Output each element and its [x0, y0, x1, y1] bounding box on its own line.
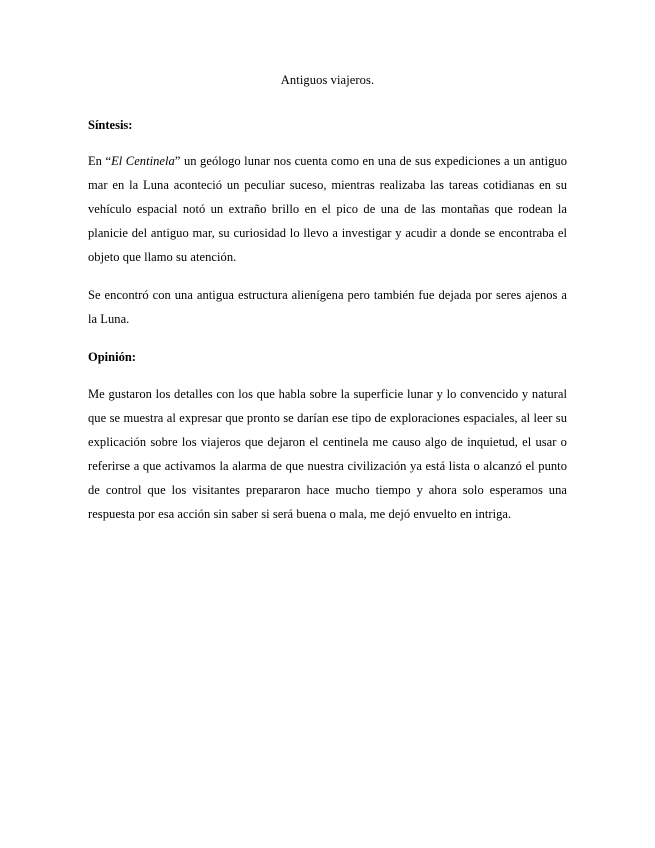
- section-heading-sintesis: Síntesis:: [88, 117, 133, 132]
- paragraph-sintesis-2: [88, 283, 567, 331]
- paragraph-opinion-1: [88, 382, 567, 526]
- book-title-italic: El Centinela: [111, 154, 175, 169]
- paragraph-text-run: ” un geólogo lunar nos cuenta como en una de sus expediciones a un antiguo mar en la Luna aconteció un peculiar suceso, mientras realizaba las tareas cotidianas en su vehículo espacial notó un extraño brillo en el pico de una de las montañas que rodean la planicie del antiguo mar, su curiosidad lo llevo a investigar y acudir a donde se encontraba el objeto que llamo su atención.: [88, 154, 568, 265]
- page-title: Antiguos viajeros.: [280, 73, 375, 87]
- section-heading-opinion: Opinión:: [88, 350, 136, 365]
- paragraph-text-run: En “: [88, 154, 112, 169]
- paragraph-text-run: Me gustaron los detalles con los que habla sobre la superficie lunar y lo convencido y natural que se muestra al expresar que pronto se darían ese tipo de exploraciones espaciales, al leer su explicación sobre los viajeros que dejaron el centinela me causo algo de inquietud, el usar o referirse a que activamos la alarma de que nuestra civilización ya está lista o alcanzó el punto de control que los visitantes prepararon hace mucho tiempo y ahora solo esperamos una respuesta por esa acción sin saber si será buena o mala, me dejó envuelto en intriga.: [88, 387, 567, 521]
- paragraph-text-run: Se encontró con una antigua estructura alienígena pero también fue dejada por seres ajenos a la Luna.: [88, 288, 567, 327]
- paragraph-sintesis-1: [88, 149, 567, 269]
